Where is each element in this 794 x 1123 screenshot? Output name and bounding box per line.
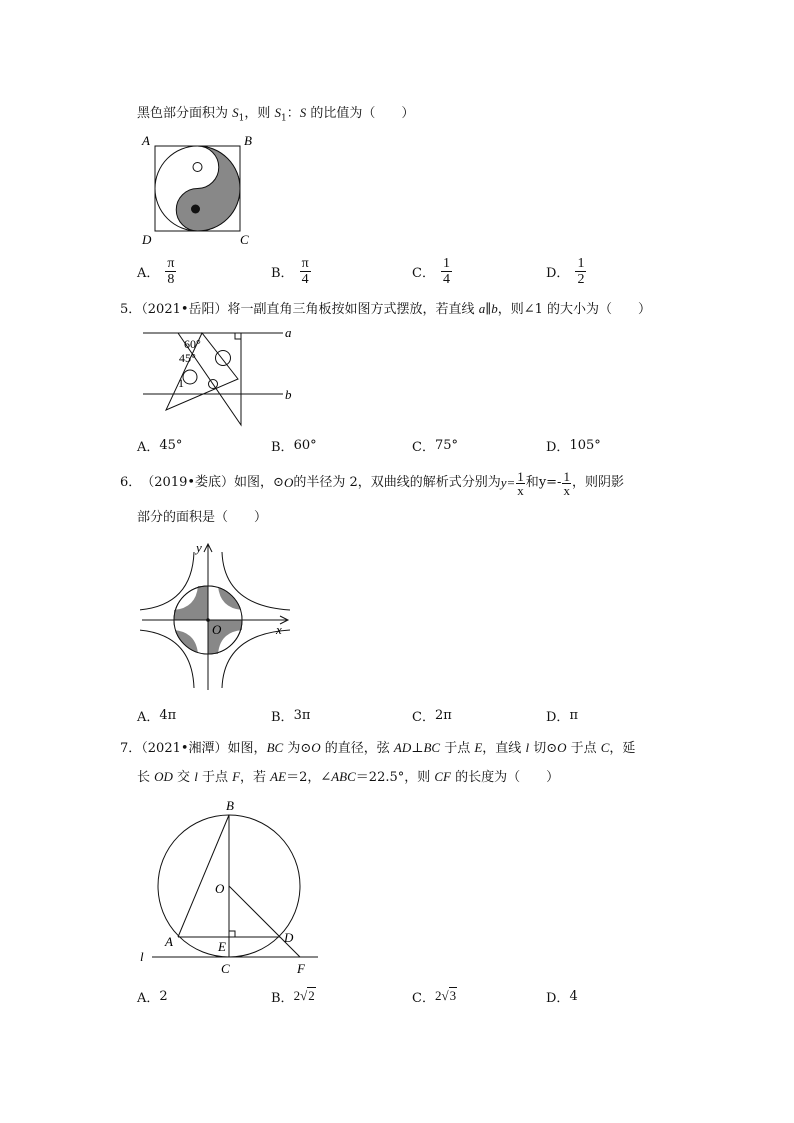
q7-label-b: B: [226, 798, 234, 813]
q6-text: ，则阴影: [571, 475, 624, 490]
q5-option-d[interactable]: [546, 427, 601, 463]
q7-var: CF: [434, 769, 451, 784]
q7-option-b[interactable]: [271, 978, 316, 1014]
q4-black-dot: [191, 205, 200, 214]
q6-label-x: x: [276, 622, 282, 637]
option-label: B．: [271, 709, 294, 725]
q4-text: 黑色部分面积为: [137, 106, 233, 121]
q7-text: ＝22.5°，则: [355, 770, 435, 785]
q4-text: ：: [286, 106, 300, 121]
q7-var: O: [557, 740, 567, 755]
q4-stem-line: [137, 104, 414, 128]
q7-label-l: l: [140, 949, 144, 964]
frac-den: 4: [301, 271, 309, 287]
q5-option-c[interactable]: [412, 427, 458, 463]
q7-text: ，延: [609, 741, 636, 756]
frac-num: π: [167, 255, 175, 271]
q4-option-d[interactable]: [546, 253, 586, 289]
frac-den: 4: [442, 271, 450, 287]
q5-option-a[interactable]: [137, 427, 182, 463]
option-fraction: [165, 256, 176, 287]
q7-text: ＝2，∠: [286, 770, 332, 785]
q6-option-c[interactable]: [412, 697, 452, 733]
q7-segment-of: [229, 886, 300, 957]
q7-var: BC: [266, 740, 284, 755]
option-value: 4: [569, 988, 578, 1004]
q7-var: ABC: [331, 769, 356, 784]
q6-y2: y=-: [538, 475, 562, 490]
q7-text: 为⊙: [283, 741, 312, 756]
frac-den: 2: [577, 271, 585, 287]
q7-label-d: D: [284, 930, 294, 945]
frac-num: 1: [563, 468, 570, 484]
q7-label-a: A: [165, 934, 173, 949]
q7-var: AE: [270, 769, 287, 784]
question-source: （2021•湘潭）: [141, 741, 228, 756]
option-label: C．: [412, 265, 435, 281]
q7-label-o: O: [215, 881, 225, 896]
q7-circle-figure: [138, 796, 338, 978]
sqrt-radicand: 3: [449, 988, 457, 1003]
q6-text: 如图，⊙: [234, 475, 284, 490]
q7-var: BC: [423, 740, 441, 755]
q7-option-c[interactable]: [412, 978, 457, 1014]
q7-text: 如图，: [227, 741, 267, 756]
option-label: C．: [412, 439, 435, 455]
q6-stem-line1: [120, 466, 624, 500]
q5-var-b: b: [491, 301, 498, 316]
option-value: 45°: [159, 437, 183, 453]
option-label: A．: [137, 439, 160, 455]
frac-den: x: [517, 482, 524, 498]
q7-stem-line1: [120, 739, 635, 758]
option-value: π: [569, 707, 578, 723]
option-sqrt: 2√2: [293, 988, 315, 1003]
q7-var: l: [525, 740, 530, 755]
option-label: B．: [271, 990, 294, 1006]
option-label: D．: [546, 990, 570, 1006]
q7-label-e: E: [218, 939, 226, 954]
q6-stem-line2: 部分的面积是（ ）: [137, 510, 268, 525]
q6-option-b[interactable]: [271, 697, 310, 733]
q6-text: 和: [525, 475, 539, 490]
option-value: 2: [159, 988, 168, 1004]
q7-var: l: [194, 769, 198, 784]
q7-var: AD: [393, 740, 412, 755]
q4-s1: S: [274, 105, 282, 120]
option-fraction: [441, 256, 452, 287]
q7-label-c: C: [221, 961, 230, 976]
q4-option-c[interactable]: [412, 253, 452, 289]
frac-den: x: [563, 482, 570, 498]
option-label: C．: [412, 709, 435, 725]
q7-stem-line2: [137, 768, 559, 787]
q4-text: 的比值为（ ）: [306, 106, 415, 121]
q4-s1: S: [232, 105, 239, 120]
q5-text: 将一副直角三角板按如图方式摆放，若直线: [227, 302, 479, 317]
q5-triangle-figure: [138, 322, 298, 428]
q4-sub: 1: [238, 113, 245, 124]
q4-s: S: [299, 105, 307, 120]
option-label: C．: [412, 990, 435, 1006]
frac-den: 8: [167, 271, 175, 287]
option-value: 4π: [159, 707, 177, 723]
q7-text: ⊥: [411, 741, 424, 756]
q7-var: O: [311, 740, 321, 755]
option-label: A．: [137, 709, 160, 725]
q7-text: 于点: [440, 741, 475, 756]
sqrt-coef: 2: [434, 988, 442, 1003]
q7-text: 的直径，弦: [320, 741, 394, 756]
q7-var: C: [600, 740, 610, 755]
q7-text: 长: [137, 770, 155, 785]
q6-option-d[interactable]: [546, 697, 578, 733]
q6-text: 的半径为 2，双曲线的解析式分别为: [293, 475, 501, 490]
q5-text: ，则∠1 的大小为（ ）: [497, 302, 651, 317]
q7-text: 交: [172, 770, 195, 785]
q7-segment-ab: [178, 815, 229, 937]
q6-y1: y=: [500, 475, 516, 490]
option-label: D．: [546, 439, 570, 455]
sqrt-coef: 2: [293, 988, 301, 1003]
option-value: 105°: [569, 437, 601, 453]
q4-label-b: B: [244, 133, 252, 148]
q5-label-60: 60°: [184, 337, 201, 351]
q7-var: E: [474, 740, 483, 755]
option-value: 60°: [293, 437, 317, 453]
option-label: B．: [271, 265, 294, 281]
q7-text: ，若: [240, 770, 271, 785]
q7-text: ，直线: [482, 741, 526, 756]
q4-label-d: D: [142, 232, 152, 247]
q6-frac-2: [562, 470, 571, 497]
q5-label-45: 45°: [179, 351, 196, 365]
q7-var: OD: [154, 769, 173, 784]
q4-sub: 1: [281, 113, 287, 124]
q5-right-angle-mark: [235, 333, 241, 339]
option-label: A．: [137, 990, 160, 1006]
q6-origin-dot: [206, 618, 210, 622]
q5-var-a: a: [478, 301, 486, 316]
q6-label-o: O: [212, 622, 222, 637]
frac-num: 1: [517, 468, 524, 484]
sqrt-radicand: 2: [308, 988, 315, 1003]
q5-label-1: 1: [178, 376, 184, 390]
q5-stem: [120, 300, 651, 319]
q7-text: 于点: [197, 770, 233, 785]
option-fraction: [300, 256, 311, 287]
frac-num: π: [301, 255, 309, 271]
q7-text: 切⊙: [529, 741, 558, 756]
q5-label-a: a: [285, 325, 292, 340]
q4-taiji-figure: [138, 130, 268, 248]
q5-circle-2: [183, 370, 197, 384]
q4-label-a: A: [142, 133, 150, 148]
option-label: A．: [137, 265, 160, 281]
q6-option-a[interactable]: [137, 697, 176, 733]
option-label: D．: [546, 265, 570, 281]
q7-var: F: [232, 769, 241, 784]
q6-frac-1: [516, 470, 525, 497]
option-value: 75°: [434, 437, 458, 453]
q7-option-a[interactable]: [137, 978, 168, 1014]
question-number: 6．: [120, 475, 142, 490]
option-fraction: [575, 256, 586, 287]
question-number: 7．: [120, 741, 142, 756]
frac-num: 1: [442, 255, 450, 271]
q5-label-b: b: [285, 387, 292, 402]
q6-var-o: O: [283, 475, 294, 490]
frac-num: 1: [577, 255, 585, 271]
q6-hyperbola-figure: [140, 540, 295, 692]
q5-triangle-45: [166, 333, 238, 410]
q7-text: 于点: [566, 741, 601, 756]
q7-text: 的长度为（ ）: [451, 770, 560, 785]
q5-option-b[interactable]: [271, 427, 317, 463]
q4-white-dot: [193, 163, 202, 172]
q4-label-c: C: [240, 232, 249, 247]
option-sqrt: 2√3: [434, 988, 457, 1003]
question-source: （2021•岳阳）: [141, 302, 228, 317]
q4-option-a[interactable]: [137, 253, 176, 289]
question-source: （2019•娄底）: [141, 475, 235, 490]
option-value: 2π: [434, 707, 452, 723]
question-number: 5．: [120, 302, 142, 317]
q6-label-y: y: [196, 540, 202, 555]
option-label: D．: [546, 709, 570, 725]
q7-right-angle-mark: [229, 931, 235, 937]
q5-circle-1: [216, 351, 231, 366]
option-value: 3π: [293, 707, 311, 723]
q7-label-f: F: [297, 961, 305, 976]
q4-option-b[interactable]: [271, 253, 311, 289]
q7-option-d[interactable]: [546, 978, 578, 1014]
q5-parallel: ∥: [485, 302, 492, 317]
option-label: B．: [271, 439, 294, 455]
q4-text: ，则: [244, 106, 275, 121]
